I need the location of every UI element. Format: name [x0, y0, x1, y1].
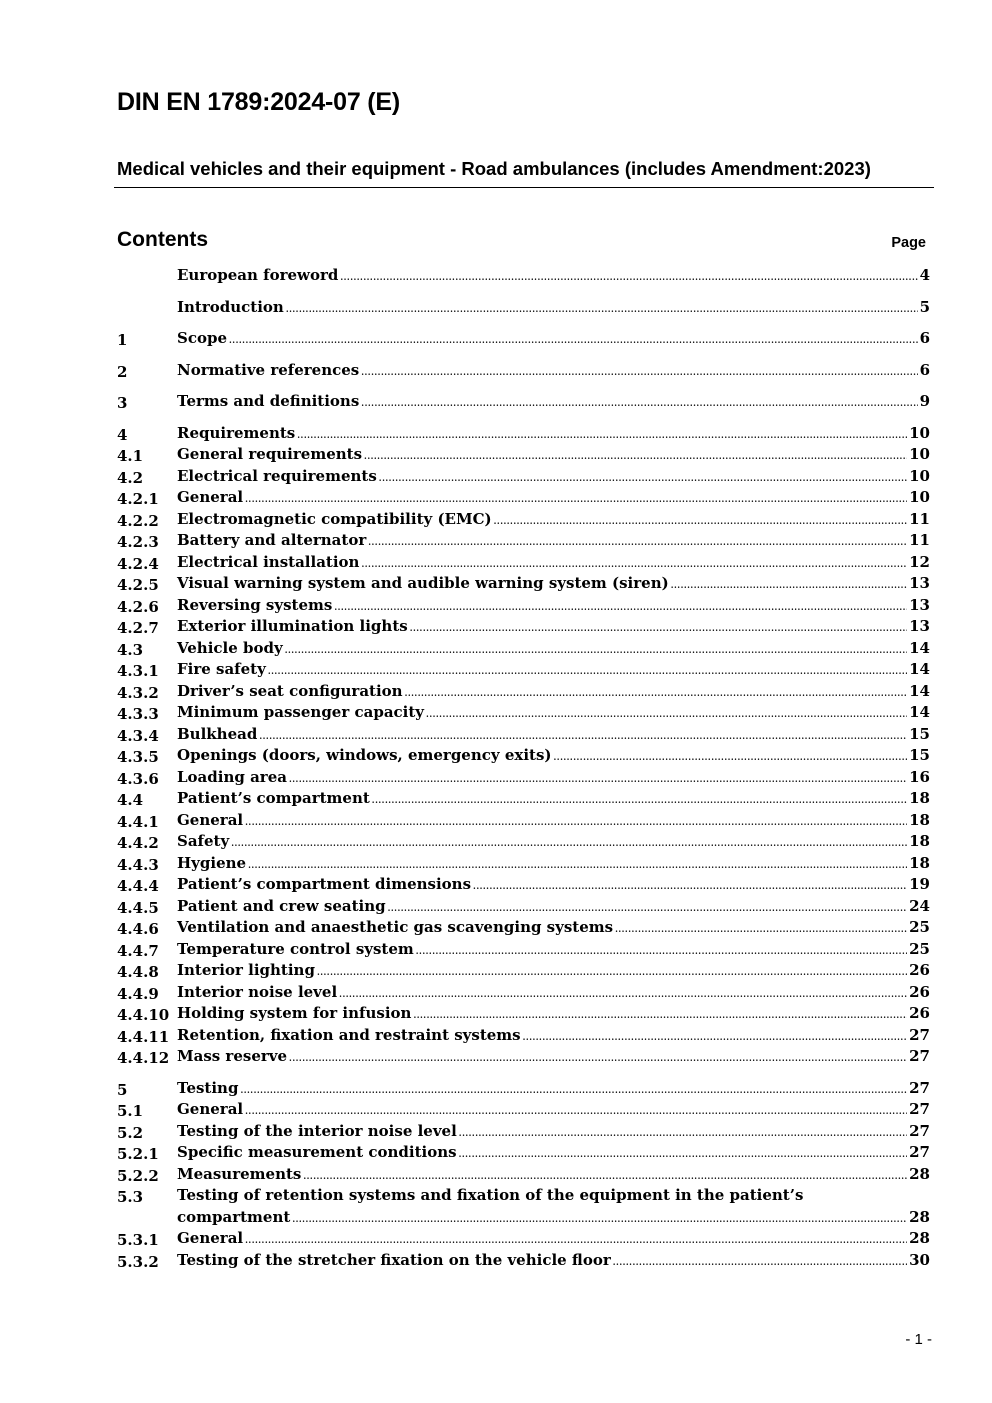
toc-page-number: 27: [909, 1047, 930, 1065]
toc-page-number: 14: [909, 638, 930, 657]
toc-dot-leader: [286, 299, 918, 321]
toc-section-number: 4.2.1: [117, 490, 159, 508]
toc-section-title: General: [177, 1100, 244, 1118]
toc-dot-leader: [405, 683, 908, 705]
toc-page-number: 6: [919, 329, 930, 347]
toc-page-number: 10: [909, 466, 930, 485]
toc-section-number: 4.4.8: [117, 963, 159, 981]
toc-entry[interactable]: [117, 704, 930, 726]
toc-page-number: 24: [909, 896, 930, 915]
toc-entry[interactable]: [117, 446, 930, 468]
toc-dot-leader: [268, 661, 907, 683]
toc-entry[interactable]: [117, 1166, 930, 1188]
title-rule: [114, 187, 934, 188]
toc-section-number: 4.2.2: [117, 511, 159, 530]
toc-section-number: 4.4.7: [117, 941, 159, 960]
toc-section-title: Patient’s compartment: [177, 789, 370, 807]
toc-section-number: 4.4.12: [117, 1049, 170, 1067]
toc-entry[interactable]: [117, 898, 930, 920]
toc-section-number: 5.3.1: [117, 1231, 159, 1249]
toc-page-number: 18: [909, 832, 930, 850]
toc-page-number: 14: [909, 703, 930, 721]
toc-page-number: 10: [909, 445, 930, 463]
toc-entry[interactable]: [117, 855, 930, 877]
page-column-heading: Page: [891, 235, 926, 251]
toc-dot-leader: [292, 1209, 907, 1231]
toc-section-title: Safety: [177, 832, 230, 850]
toc-section-title: Vehicle body: [177, 638, 283, 657]
toc-page-number: 14: [909, 660, 930, 678]
toc-section-title: Electrical requirements: [177, 466, 377, 485]
toc-section-number: 4.2.4: [117, 554, 159, 573]
toc-section-number: 5: [117, 1080, 128, 1099]
toc-section-number: 4.2.7: [117, 619, 159, 637]
toc-section-number: 5.3: [117, 1188, 144, 1206]
toc-dot-leader: [379, 468, 907, 490]
toc-section-number: 5.2: [117, 1123, 144, 1142]
toc-section-title: Fire safety: [177, 660, 266, 678]
toc-section-title-continued: compartment: [177, 1207, 291, 1226]
toc-section-title: Interior noise level: [177, 982, 338, 1001]
toc-section-number: 4.1: [117, 447, 144, 465]
toc-page-number: 18: [909, 853, 930, 872]
toc-page-number: 27: [909, 1121, 930, 1140]
toc-section-number: 4.3.4: [117, 726, 159, 745]
toc-section-title: Openings (doors, windows, emergency exits): [177, 746, 552, 764]
contents-heading: Contents: [117, 228, 208, 251]
toc-dot-leader: [340, 267, 917, 289]
toc-entry[interactable]: [117, 1230, 930, 1252]
toc-dot-leader: [229, 330, 918, 352]
toc-entry[interactable]: [117, 790, 930, 812]
toc-entry[interactable]: [117, 747, 930, 769]
toc-page-number: 25: [909, 939, 930, 958]
toc-page-number: 19: [909, 875, 930, 893]
toc-section-title: Exterior illumination lights: [177, 617, 408, 635]
toc-section-title: Testing of the interior noise level: [177, 1121, 457, 1140]
toc-entry[interactable]: [117, 393, 930, 415]
toc-entry[interactable]: [117, 769, 930, 791]
toc-entry[interactable]: [117, 1144, 930, 1166]
toc-section-title: Patient’s compartment dimensions: [177, 875, 472, 893]
toc-section-title: Minimum passenger capacity: [177, 703, 425, 721]
toc-dot-leader: [245, 1230, 907, 1252]
toc-section-number: 4.3: [117, 640, 144, 659]
toc-section-title: Testing: [177, 1078, 239, 1097]
toc-section-title: Driver’s seat configuration: [177, 681, 403, 700]
toc-section-title: Mass reserve: [177, 1047, 288, 1065]
toc-entry[interactable]: [117, 597, 930, 619]
footer-page-number: - 1 -: [905, 1331, 932, 1348]
toc-dot-leader: [361, 362, 917, 384]
toc-page-number: 13: [909, 574, 930, 592]
toc-section-title: Loading area: [177, 767, 287, 786]
toc-dot-leader: [554, 747, 908, 769]
toc-section-number: 3: [117, 394, 128, 412]
toc-section-title: European foreword: [177, 266, 339, 284]
toc-section-number: 4.2.3: [117, 533, 159, 551]
toc-section-title: Retention, fixation and restraint systems: [177, 1025, 521, 1044]
toc-dot-leader: [416, 941, 907, 963]
toc-section-number: 4.3.6: [117, 769, 159, 788]
toc-entry[interactable]: [117, 962, 930, 984]
toc-page-number: 13: [909, 595, 930, 614]
toc-dot-leader: [364, 446, 907, 468]
toc-dot-leader: [259, 726, 907, 748]
toc-section-title: Electrical installation: [177, 552, 360, 571]
toc-page-number: 11: [909, 509, 930, 528]
toc-dot-leader: [334, 597, 907, 619]
toc-dot-leader: [388, 898, 908, 920]
toc-section-number: 5.2.2: [117, 1166, 159, 1185]
table-of-contents: [117, 267, 930, 1273]
toc-section-title: Temperature control system: [177, 939, 414, 958]
toc-page-number: 26: [909, 1004, 930, 1022]
toc-entry[interactable]: [117, 532, 930, 554]
document-title: DIN EN 1789:2024-07 (E): [117, 88, 401, 116]
toc-dot-leader: [613, 1252, 907, 1274]
toc-page-number: 12: [909, 552, 930, 571]
toc-section-title: Normative references: [177, 360, 360, 379]
toc-section-number: 4.3.2: [117, 683, 159, 702]
toc-entry[interactable]: [117, 640, 930, 662]
toc-section-title: Visual warning system and audible warning system (siren): [177, 574, 669, 592]
toc-entry[interactable]: [117, 661, 930, 683]
toc-section-number: 4: [117, 425, 128, 444]
toc-entry[interactable]: [117, 1080, 930, 1102]
toc-entry[interactable]: [117, 1005, 930, 1027]
toc-section-number: 5.2.1: [117, 1145, 159, 1163]
toc-section-title: Patient and crew seating: [177, 896, 386, 915]
toc-entry[interactable]: [117, 1048, 930, 1070]
toc-section-title: General: [177, 810, 244, 829]
toc-dot-leader: [494, 511, 908, 533]
toc-dot-leader: [245, 1101, 907, 1123]
toc-section-title: Bulkhead: [177, 724, 258, 743]
toc-page-number: 5: [919, 297, 930, 316]
toc-section-title: Specific measurement conditions: [177, 1143, 457, 1161]
toc-dot-leader: [248, 855, 907, 877]
toc-section-title: Testing of the stretcher fixation on the vehicle floor: [177, 1250, 611, 1269]
toc-page-number: 28: [909, 1207, 930, 1226]
toc-section-number: 5.1: [117, 1102, 144, 1120]
toc-section-title: Terms and definitions: [177, 392, 360, 410]
toc-section-title: Electromagnetic compatibility (EMC): [177, 509, 492, 528]
toc-entry[interactable]: [117, 425, 930, 447]
toc-dot-leader: [426, 704, 907, 726]
toc-dot-leader: [523, 1027, 908, 1049]
toc-dot-leader: [289, 1048, 907, 1070]
toc-section-title: Testing of retention systems and fixation of the equipment in the patient’s: [177, 1186, 804, 1204]
toc-section-title: Reversing systems: [177, 595, 333, 614]
toc-section-title: Scope: [177, 329, 228, 347]
toc-entry[interactable]: [117, 267, 930, 289]
toc-entry[interactable]: [117, 683, 930, 705]
toc-section-number: 4.2: [117, 468, 144, 487]
toc-entry[interactable]: [117, 1252, 930, 1274]
toc-page-number: 13: [909, 617, 930, 635]
toc-page-number: 4: [919, 266, 930, 284]
toc-dot-leader: [289, 769, 907, 791]
toc-entry[interactable]: [117, 941, 930, 963]
toc-section-number: 4.4.11: [117, 1027, 170, 1046]
toc-entry[interactable]: [117, 554, 930, 576]
toc-entry[interactable]: [117, 812, 930, 834]
toc-page-number: 18: [909, 810, 930, 829]
toc-page-number: 27: [909, 1025, 930, 1044]
toc-section-title: Interior lighting: [177, 961, 315, 979]
toc-entry[interactable]: [117, 1027, 930, 1049]
toc-dot-leader: [240, 1080, 907, 1102]
toc-page-number: 26: [909, 982, 930, 1001]
document-subtitle: Medical vehicles and their equipment - Road ambulances (includes Amendment:2023): [117, 158, 871, 179]
toc-entry[interactable]: [117, 618, 930, 640]
toc-entry[interactable]: [117, 330, 930, 352]
toc-section-number: 4.3.1: [117, 662, 159, 680]
toc-dot-leader: [245, 812, 907, 834]
toc-page-number: 11: [909, 531, 930, 549]
toc-section-number: 4.4.6: [117, 920, 159, 938]
toc-entry[interactable]: [117, 1101, 930, 1123]
toc-entry[interactable]: [117, 299, 930, 321]
toc-section-number: 1: [117, 331, 128, 349]
toc-section-number: 5.3.2: [117, 1252, 159, 1271]
toc-dot-leader: [245, 489, 907, 511]
toc-section-number: 4.4.2: [117, 834, 159, 852]
toc-section-number: 4.3.5: [117, 748, 159, 766]
toc-page-number: 15: [909, 746, 930, 764]
toc-dot-leader: [231, 833, 907, 855]
toc-entry[interactable]: [117, 1187, 930, 1230]
toc-page-number: 10: [909, 423, 930, 442]
toc-page-number: 16: [909, 767, 930, 786]
toc-section-number: 4.4.10: [117, 1006, 170, 1024]
toc-dot-leader: [615, 919, 907, 941]
toc-dot-leader: [317, 962, 907, 984]
toc-entry[interactable]: [117, 511, 930, 533]
toc-section-number: 4.2.6: [117, 597, 159, 616]
toc-dot-leader: [297, 425, 907, 447]
toc-section-number: 4.4.1: [117, 812, 159, 831]
toc-section-number: 4.4.5: [117, 898, 159, 917]
toc-section-title: General requirements: [177, 445, 363, 463]
toc-dot-leader: [303, 1166, 907, 1188]
toc-section-title: Ventilation and anaesthetic gas scavenging systems: [177, 918, 614, 936]
toc-section-number: 4.2.5: [117, 576, 159, 594]
toc-page-number: 28: [909, 1164, 930, 1183]
toc-page-number: 9: [919, 392, 930, 410]
toc-page-number: 18: [909, 789, 930, 807]
toc-dot-leader: [285, 640, 907, 662]
toc-section-title: Battery and alternator: [177, 531, 367, 549]
toc-dot-leader: [671, 575, 907, 597]
toc-section-number: 4.4.9: [117, 984, 159, 1003]
toc-section-number: 4.4: [117, 791, 144, 809]
toc-section-title: Hygiene: [177, 853, 247, 872]
toc-section-title: Introduction: [177, 297, 284, 316]
toc-dot-leader: [361, 393, 917, 415]
toc-dot-leader: [459, 1144, 908, 1166]
toc-dot-leader: [410, 618, 907, 640]
toc-page-number: 27: [909, 1078, 930, 1097]
toc-dot-leader: [413, 1005, 907, 1027]
toc-page-number: 27: [909, 1143, 930, 1161]
toc-page-number: 14: [909, 681, 930, 700]
toc-section-number: 4.4.3: [117, 855, 159, 874]
toc-entry[interactable]: [117, 489, 930, 511]
toc-section-title: General: [177, 1229, 244, 1247]
toc-entry[interactable]: [117, 468, 930, 490]
toc-entry[interactable]: [117, 726, 930, 748]
toc-section-title: Measurements: [177, 1164, 302, 1183]
toc-entry[interactable]: [117, 575, 930, 597]
toc-entry[interactable]: [117, 984, 930, 1006]
toc-section-number: 4.4.4: [117, 877, 159, 895]
toc-page-number: 10: [909, 488, 930, 506]
toc-section-title: Requirements: [177, 423, 296, 442]
toc-page-number: 6: [919, 360, 930, 379]
toc-page-number: 26: [909, 961, 930, 979]
toc-entry[interactable]: [117, 1123, 930, 1145]
toc-page-number: 15: [909, 724, 930, 743]
toc-entry[interactable]: [117, 919, 930, 941]
toc-dot-leader: [473, 876, 907, 898]
toc-dot-leader: [459, 1123, 907, 1145]
toc-dot-leader: [372, 790, 907, 812]
toc-dot-leader: [339, 984, 907, 1006]
toc-entry[interactable]: [117, 876, 930, 898]
toc-section-title: General: [177, 488, 244, 506]
toc-dot-leader: [361, 554, 907, 576]
toc-entry[interactable]: [117, 362, 930, 384]
toc-dot-leader: [368, 532, 907, 554]
toc-section-title: Holding system for infusion: [177, 1004, 412, 1022]
toc-page-number: 25: [909, 918, 930, 936]
toc-section-number: 2: [117, 362, 128, 381]
toc-page-number: 30: [909, 1250, 930, 1269]
toc-entry[interactable]: [117, 833, 930, 855]
toc-page-number: 28: [909, 1229, 930, 1247]
toc-section-number: 4.3.3: [117, 705, 159, 723]
toc-page-number: 27: [909, 1100, 930, 1118]
